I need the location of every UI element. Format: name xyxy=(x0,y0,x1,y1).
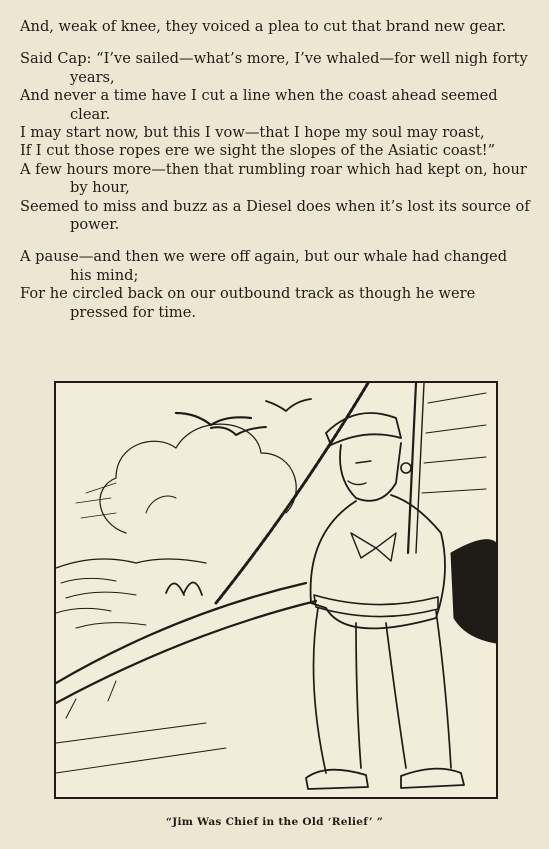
rope-drawing xyxy=(216,383,368,603)
sailor-face-drawing xyxy=(340,443,401,501)
seagull-drawing xyxy=(211,427,266,435)
verse-line: For he circled back on our outbound track as though he were pressed for time. xyxy=(20,285,476,321)
stanza-break xyxy=(20,234,530,248)
verse-line: If I cut those ropes ere we sight the slopes of the Asiatic coast!” xyxy=(20,142,496,160)
sailor-illustration xyxy=(54,381,498,799)
sea-drawing xyxy=(56,559,206,568)
shoe-drawing xyxy=(401,769,464,788)
shoe-drawing xyxy=(306,770,368,789)
mast-drawing xyxy=(408,383,416,553)
ship-rail-drawing xyxy=(56,583,306,683)
seagull-drawing xyxy=(176,413,251,425)
verse-line: A pause—and then we were off again, but our whale had changed his mind; xyxy=(20,248,508,284)
verse-line: And never a time have I cut a line when the coast ahead seemed clear. xyxy=(20,87,498,123)
sailor-cap-drawing xyxy=(326,413,401,445)
belt-drawing xyxy=(314,595,438,617)
verse-line: Said Cap: “I’ve sailed—what’s more, I’ve whaled—for well nigh forty years, xyxy=(20,50,528,86)
hand-drawing xyxy=(166,582,202,595)
poem-text xyxy=(20,18,530,322)
cloud-drawing xyxy=(100,424,296,533)
sailor-legs-drawing xyxy=(314,608,452,773)
verse-line: I may start now, but this I vow—that I hope my soul may roast, xyxy=(20,124,485,142)
shadow-drawing xyxy=(451,540,496,643)
sailor-body-drawing xyxy=(311,495,445,628)
verse-line: And, weak of knee, they voiced a plea to cut that brand new gear. xyxy=(20,18,507,35)
seagull-drawing xyxy=(266,399,311,411)
verse-line: A few hours more—then that rumbling roar which had kept on, hour by hour, xyxy=(20,160,527,197)
verse-line: Seemed to miss and buzz as a Diesel does when it’s lost its source of power. xyxy=(20,197,530,234)
stanza-break xyxy=(20,36,530,50)
illustration-caption: “Jim Was Chief in the Old ‘Relief’ ” xyxy=(165,816,384,828)
